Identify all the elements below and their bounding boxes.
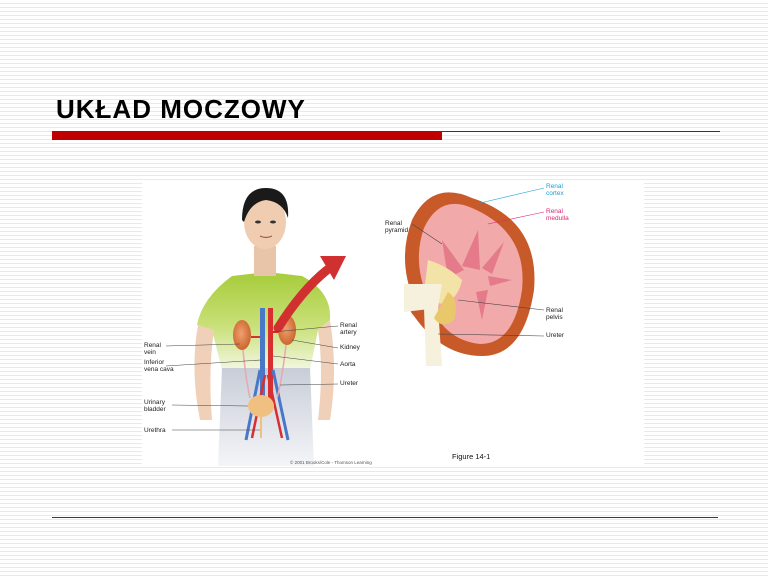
figure-credit: © 2001 Brooks/Cole - Thomson Learning bbox=[290, 460, 372, 465]
label-renal-pyramid: Renal pyramid bbox=[385, 220, 409, 234]
label-kidney-ureter: Ureter bbox=[546, 332, 565, 339]
label-urinary-bladder: Urinary bladder bbox=[144, 399, 166, 413]
label-renal-artery: Renal artery bbox=[340, 322, 357, 336]
label-renal-medulla: Renal medulla bbox=[546, 208, 569, 222]
title-divider-line bbox=[442, 131, 720, 132]
label-inferior-vena-cava: Inferior vena cava bbox=[144, 359, 174, 373]
label-renal-cortex: Renal cortex bbox=[546, 183, 564, 197]
footer-divider-line bbox=[52, 517, 718, 518]
figure-caption: Figure 14-1 bbox=[452, 452, 491, 461]
slide-title: UKŁAD MOCZOWY bbox=[56, 94, 306, 124]
label-kidney: Kidney bbox=[340, 344, 360, 351]
label-renal-pelvis: Renal pelvis bbox=[546, 307, 563, 321]
label-ureter: Ureter bbox=[340, 380, 359, 387]
title-accent-bar bbox=[52, 131, 442, 140]
label-renal-vein: Renal vein bbox=[144, 342, 161, 356]
urinary-system-figure bbox=[142, 180, 644, 466]
label-urethra: Urethra bbox=[144, 427, 166, 434]
label-aorta: Aorta bbox=[340, 361, 356, 368]
